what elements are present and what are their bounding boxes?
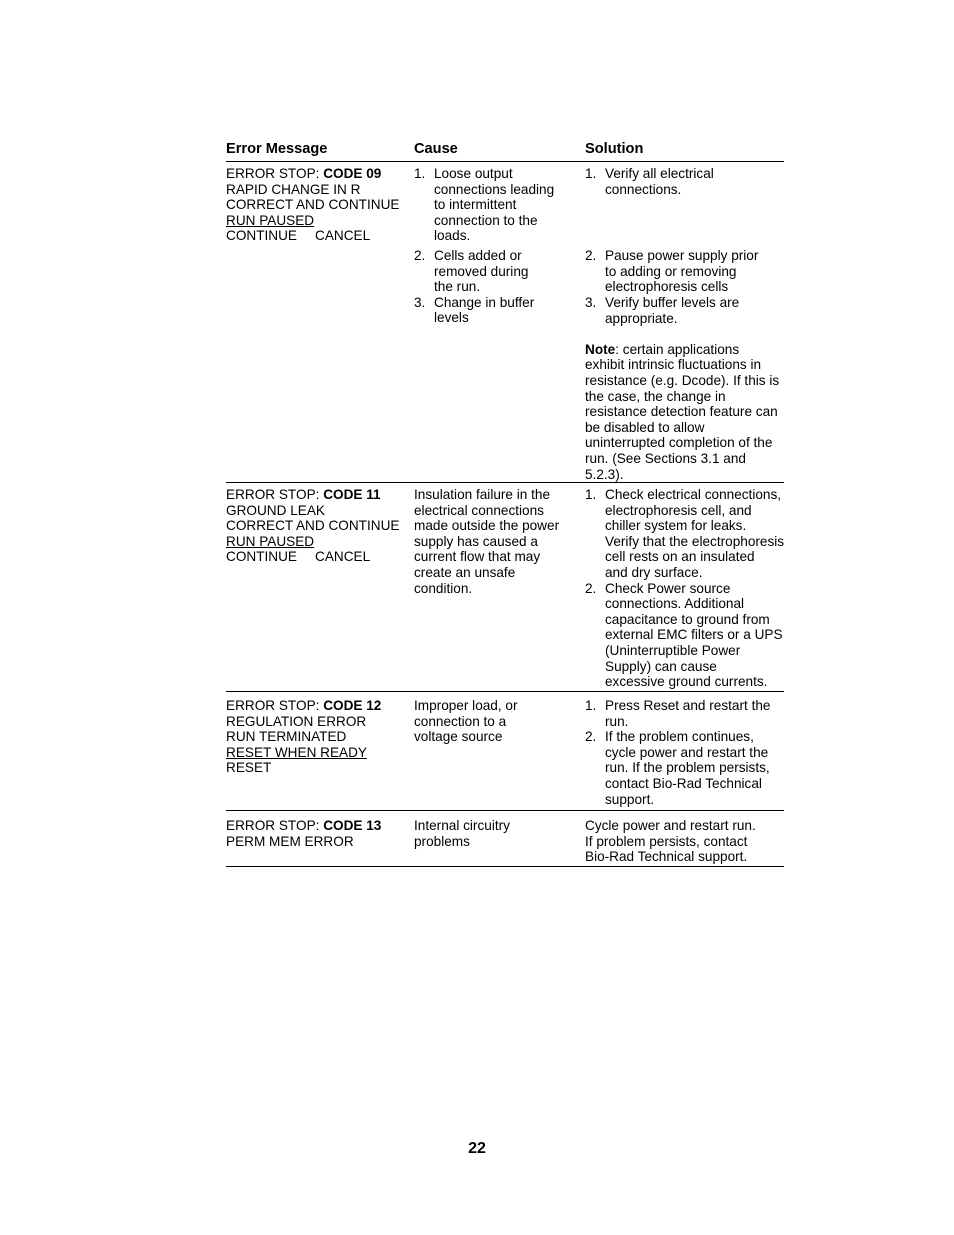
- cause-num: 2.: [414, 247, 426, 263]
- cause-line: Cells added or: [434, 247, 522, 263]
- solution-line: Cycle power and restart run.: [585, 818, 756, 833]
- solution-line: contact Bio-Rad Technical: [605, 775, 762, 791]
- solution-item: [585, 248, 787, 295]
- error-line: RUN TERMINATED: [226, 729, 347, 745]
- note-line: 5.2.3).: [585, 466, 624, 482]
- note-line: resistance detection feature can: [585, 404, 778, 420]
- cause-line: Improper load, or: [414, 698, 518, 713]
- cause-line: loads.: [434, 228, 471, 244]
- header-error-message: Error Message: [226, 141, 328, 157]
- solution-item: [585, 729, 787, 807]
- error-prefix: ERROR STOP:: [226, 698, 324, 713]
- cause-line: create an unsafe: [414, 564, 516, 580]
- note-line: the case, the change in: [585, 388, 726, 404]
- error-line: RAPID CHANGE IN R: [226, 181, 361, 197]
- solution-item: [585, 295, 787, 326]
- error-line: PERM MEM ERROR: [226, 833, 354, 849]
- solution-item: [585, 698, 787, 729]
- cause-line: electrical connections: [414, 502, 544, 518]
- cause-line: supply has caused a: [414, 533, 538, 549]
- cause-line: problems: [414, 833, 470, 849]
- cause-cell: [414, 698, 579, 745]
- cause-line: Insulation failure in the: [414, 487, 551, 502]
- solution-num: 3.: [585, 294, 597, 310]
- cause-line: connections leading: [434, 181, 555, 197]
- solution-line: Bio-Rad Technical support.: [585, 849, 748, 865]
- solution-num: 1.: [585, 166, 597, 181]
- cause-cell: [414, 818, 579, 849]
- cause-num: 1.: [414, 166, 426, 181]
- solution-num: 2.: [585, 248, 597, 264]
- solution-line: Pause power supply prior: [605, 248, 759, 264]
- cause-line: Change in buffer: [434, 294, 535, 310]
- solution-line: Supply) can cause: [605, 658, 717, 674]
- cause-line: connection to the: [434, 212, 538, 228]
- note-line: exhibit intrinsic fluctuations in: [585, 357, 762, 373]
- cause-line: the run.: [434, 279, 481, 295]
- cause-item: [414, 295, 579, 326]
- solution-line: electrophoresis cells: [605, 279, 729, 295]
- solution-line: electrophoresis cell, and: [605, 502, 752, 518]
- cause-line: to intermittent: [434, 197, 517, 213]
- table-row-code-12: [226, 692, 784, 811]
- error-message-cell: [226, 818, 411, 849]
- solution-cell: [585, 166, 787, 482]
- solution-item: [585, 166, 787, 197]
- cause-num: 3.: [414, 294, 426, 310]
- solution-line: and dry surface.: [605, 564, 703, 580]
- solution-line: connections.: [605, 181, 682, 197]
- solution-line: connections. Additional: [605, 596, 745, 612]
- solution-cell: [585, 487, 787, 690]
- cause-line: Loose output: [434, 166, 513, 181]
- option-continue: CONTINUE: [226, 228, 297, 244]
- page-number: 22: [468, 1140, 486, 1157]
- table-row-code-09: [226, 162, 784, 483]
- note-line: uninterrupted completion of the: [585, 435, 773, 451]
- error-message-cell: [226, 698, 411, 776]
- option-cancel: CANCEL: [315, 228, 371, 244]
- table-row-code-11: [226, 483, 784, 692]
- solution-item: [585, 581, 787, 690]
- header-cause: Cause: [414, 141, 458, 157]
- solution-num: 2.: [585, 729, 597, 745]
- cause-line: made outside the power: [414, 518, 560, 534]
- solution-line: run. If the problem persists,: [605, 760, 770, 776]
- solution-line: Verify buffer levels are: [605, 294, 740, 310]
- solution-line: run.: [605, 713, 629, 729]
- solution-line: chiller system for leaks.: [605, 518, 747, 534]
- table-row-code-13: [226, 811, 784, 867]
- error-message-cell: [226, 166, 411, 244]
- solution-line: cycle power and restart the: [605, 744, 769, 760]
- cause-line: levels: [434, 310, 469, 326]
- solution-line: If problem persists, contact: [585, 833, 748, 849]
- solution-item: [585, 487, 787, 581]
- solution-line: Verify all electrical: [605, 166, 714, 181]
- solution-line: Verify that the electrophoresis: [605, 533, 785, 549]
- note-line: resistance (e.g. Dcode). If this is: [585, 372, 780, 388]
- cause-item: [414, 166, 579, 244]
- cause-cell: [414, 487, 579, 596]
- header-solution: Solution: [585, 141, 644, 157]
- solution-line: excessive ground currents.: [605, 674, 768, 690]
- note-line: be disabled to allow: [585, 419, 705, 435]
- error-line: RESET: [226, 760, 272, 776]
- solution-line: cell rests on an insulated: [605, 549, 755, 565]
- cause-item: [414, 248, 579, 295]
- solution-num: 1.: [585, 487, 597, 502]
- cause-line: current flow that may: [414, 549, 541, 565]
- solution-line: support.: [605, 791, 655, 807]
- error-code: CODE 09: [323, 166, 382, 181]
- solution-line: If the problem continues,: [605, 729, 754, 745]
- error-prefix: ERROR STOP:: [226, 487, 324, 502]
- solution-line: to adding or removing: [605, 263, 737, 279]
- option-cancel: CANCEL: [315, 549, 371, 565]
- table-header: [226, 141, 784, 162]
- solution-line: Press Reset and restart the: [605, 698, 771, 713]
- solution-line: Check Power source: [605, 580, 731, 596]
- solution-line: capacitance to ground from: [605, 611, 770, 627]
- error-line: REGULATION ERROR: [226, 713, 367, 729]
- error-prefix: ERROR STOP:: [226, 818, 324, 833]
- error-table: [226, 141, 784, 867]
- note-line: run. (See Sections 3.1 and: [585, 450, 746, 466]
- option-continue: CONTINUE: [226, 549, 297, 565]
- solution-line: external EMC filters or a UPS: [605, 627, 783, 643]
- solution-line: Check electrical connections,: [605, 487, 782, 502]
- cause-line: Internal circuitry: [414, 818, 510, 833]
- solution-note: [585, 342, 787, 482]
- cause-line: removed during: [434, 263, 529, 279]
- solution-num: 1.: [585, 698, 597, 713]
- cause-line: voltage source: [414, 729, 503, 745]
- error-underlined-line: RUN PAUSED: [226, 212, 315, 228]
- error-prefix: ERROR STOP:: [226, 166, 324, 181]
- cause-cell: [414, 166, 579, 326]
- solution-cell: [585, 698, 787, 807]
- solution-num: 2.: [585, 580, 597, 596]
- error-code: CODE 13: [323, 818, 382, 833]
- note-line: : certain applications: [615, 341, 740, 357]
- error-code: CODE 11: [323, 487, 381, 502]
- error-underlined-line: RESET WHEN READY: [226, 744, 367, 760]
- error-code: CODE 12: [323, 698, 382, 713]
- error-underlined-line: RUN PAUSED: [226, 533, 315, 549]
- cause-line: connection to a: [414, 713, 507, 729]
- error-line: CORRECT AND CONTINUE: [226, 518, 400, 534]
- solution-line: (Uninterruptible Power: [605, 642, 741, 658]
- note-label: Note: [585, 341, 616, 357]
- solution-cell: [585, 818, 787, 865]
- solution-line: appropriate.: [605, 310, 678, 326]
- error-line: CORRECT AND CONTINUE: [226, 197, 400, 213]
- cause-line: condition.: [414, 580, 473, 596]
- error-message-cell: [226, 487, 411, 565]
- error-line: GROUND LEAK: [226, 502, 325, 518]
